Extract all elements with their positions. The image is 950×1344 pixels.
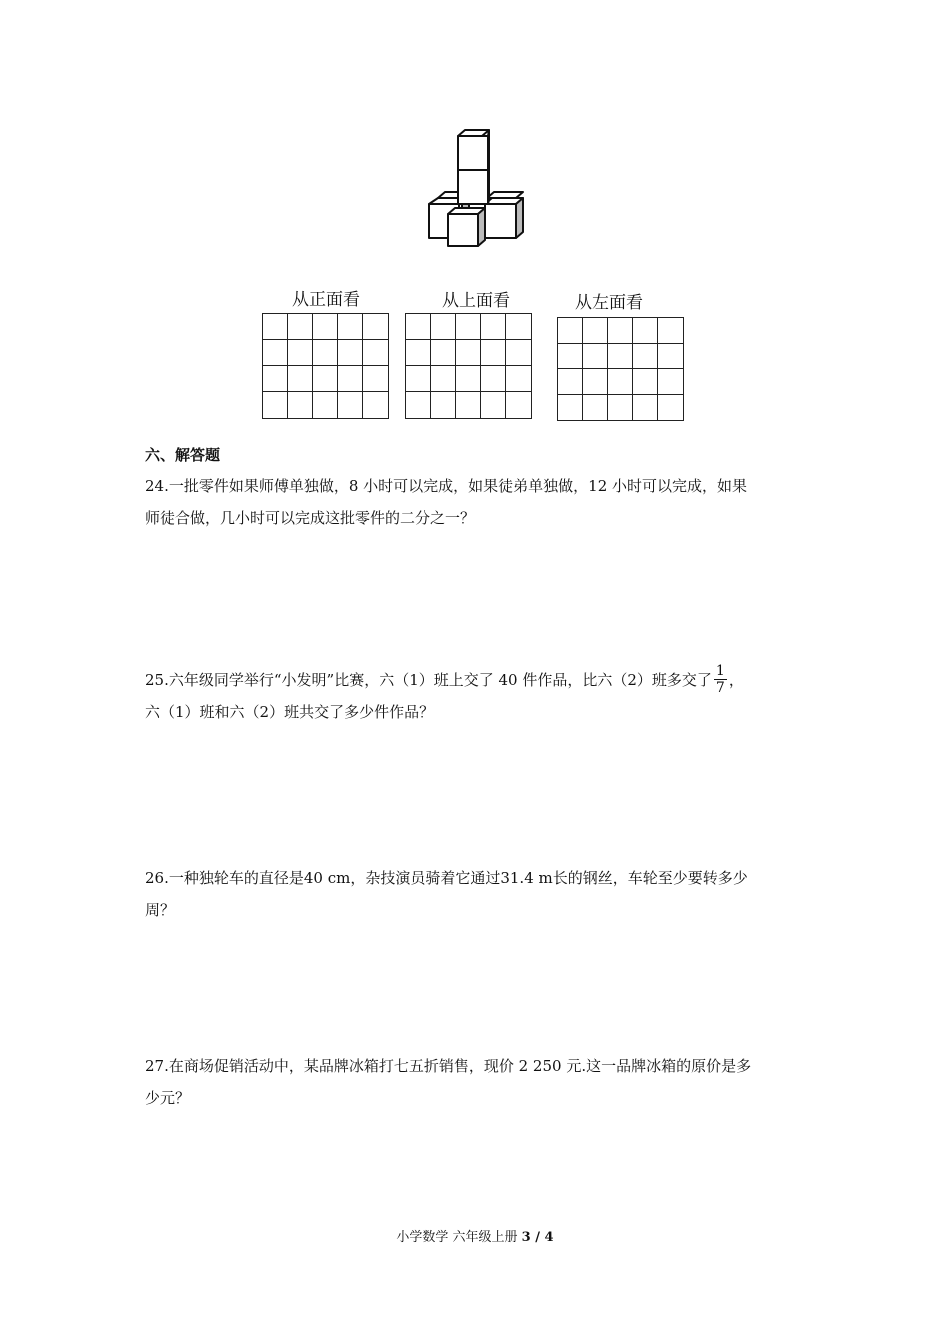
grid-cell[interactable] [608,344,633,370]
grid-cell[interactable] [288,366,313,392]
grid-cell[interactable] [558,395,583,421]
footer-subject: 小学数学 六年级上册 [396,1230,522,1245]
grid-cell[interactable] [406,314,431,340]
grid-cell[interactable] [658,395,683,421]
question-24-line-2: 师徒合做，几小时可以完成这批零件的二分之一？ [145,509,476,527]
grid-cell[interactable] [313,340,338,366]
question-24-line-1: 24.一批零件如果师傅单独做，8 小时可以完成，如果徒弟单独做，12 小时可以完成，如果 [145,477,748,495]
grid-cell[interactable] [633,395,658,421]
view-label-left: 从左面看 [575,293,643,313]
fraction-numerator: 1 [715,662,725,679]
grid-cell[interactable] [406,366,431,392]
grid-cell[interactable] [406,392,431,418]
fraction-one-seventh [714,663,727,696]
grid-cell[interactable] [506,366,531,392]
grid-cell[interactable] [431,392,456,418]
grid-cell[interactable] [658,369,683,395]
question-27-line-1: 27.在商场促销活动中，某品牌冰箱打七五折销售，现价 2 250 元.这一品牌冰箱的原价是多 [145,1057,752,1075]
grid-cell[interactable] [633,344,658,370]
grid-cell[interactable] [658,318,683,344]
grid-cell[interactable] [456,392,481,418]
grid-cell[interactable] [363,314,388,340]
grid-cell[interactable] [558,318,583,344]
cube-stack-figure [425,126,527,248]
grid-cell[interactable] [363,392,388,418]
grid-cell[interactable] [456,314,481,340]
grid-cell[interactable] [456,366,481,392]
grid-cell[interactable] [288,314,313,340]
grid-cell[interactable] [406,340,431,366]
question-26-line-1: 26.一种独轮车的直径是40 cm，杂技演员骑着它通过31.4 m长的钢丝，车轮至少要转多少 [145,869,748,887]
grid-cell[interactable] [263,366,288,392]
grid-cell[interactable] [633,318,658,344]
grid-cell[interactable] [263,340,288,366]
grid-cell[interactable] [583,344,608,370]
question-25-line-2: 六（1）班和六（2）班共交了多少件作品？ [145,702,435,721]
question-24 [145,470,810,534]
question-25-text-a: 25.六年级同学举行“小发明”比赛，六（1）班上交了 40 件作品，比六（2）班多交了 [145,671,712,689]
grid-cell[interactable] [431,314,456,340]
grid-cell[interactable] [481,366,506,392]
grid-cell[interactable] [338,314,363,340]
grid-cell[interactable] [456,340,481,366]
grid-cell[interactable] [583,369,608,395]
grid-cell[interactable] [288,340,313,366]
grid-cell[interactable] [506,392,531,418]
footer-page-number: 3 [521,1230,531,1245]
grid-cell[interactable] [338,366,363,392]
section-title: 六、解答题 [145,446,221,464]
grid-cell[interactable] [263,314,288,340]
page-footer [0,1226,950,1245]
grid-cell[interactable] [608,318,633,344]
grid-cell[interactable] [481,392,506,418]
grid-cell[interactable] [338,392,363,418]
grid-cell[interactable] [313,392,338,418]
question-27 [145,1050,810,1114]
grid-cell[interactable] [506,314,531,340]
grid-cell[interactable] [431,340,456,366]
grid-cell[interactable] [583,318,608,344]
grid-cell[interactable] [608,395,633,421]
grid-cell[interactable] [338,340,363,366]
view-label-front: 从正面看 [292,290,360,310]
grid-cell[interactable] [608,369,633,395]
footer-page-total: 4 [544,1230,554,1245]
view-label-top: 从上面看 [442,291,510,311]
question-25-text-b: ， [728,671,744,689]
grid-cell[interactable] [558,369,583,395]
grid-cell[interactable] [658,344,683,370]
grid-cell[interactable] [363,340,388,366]
grid-cell[interactable] [313,314,338,340]
question-25-line-1 [145,664,810,698]
question-26 [145,862,810,926]
footer-separator: / [530,1230,545,1245]
grid-cell[interactable] [313,366,338,392]
question-26-line-2: 周？ [145,901,176,919]
grid-cell[interactable] [431,366,456,392]
grid-cell[interactable] [481,340,506,366]
grid-cell[interactable] [506,340,531,366]
grid-cell[interactable] [633,369,658,395]
grid-cell[interactable] [583,395,608,421]
grid-cell[interactable] [263,392,288,418]
drawing-grid-top[interactable] [405,313,532,419]
grid-cell[interactable] [558,344,583,370]
grid-cell[interactable] [363,366,388,392]
grid-cell[interactable] [481,314,506,340]
grid-cell[interactable] [288,392,313,418]
question-25 [145,664,810,728]
question-27-line-2: 少元？ [145,1089,191,1107]
fraction-denominator: 7 [715,679,725,696]
drawing-grid-front[interactable] [262,313,389,419]
drawing-grid-left[interactable] [557,317,684,421]
